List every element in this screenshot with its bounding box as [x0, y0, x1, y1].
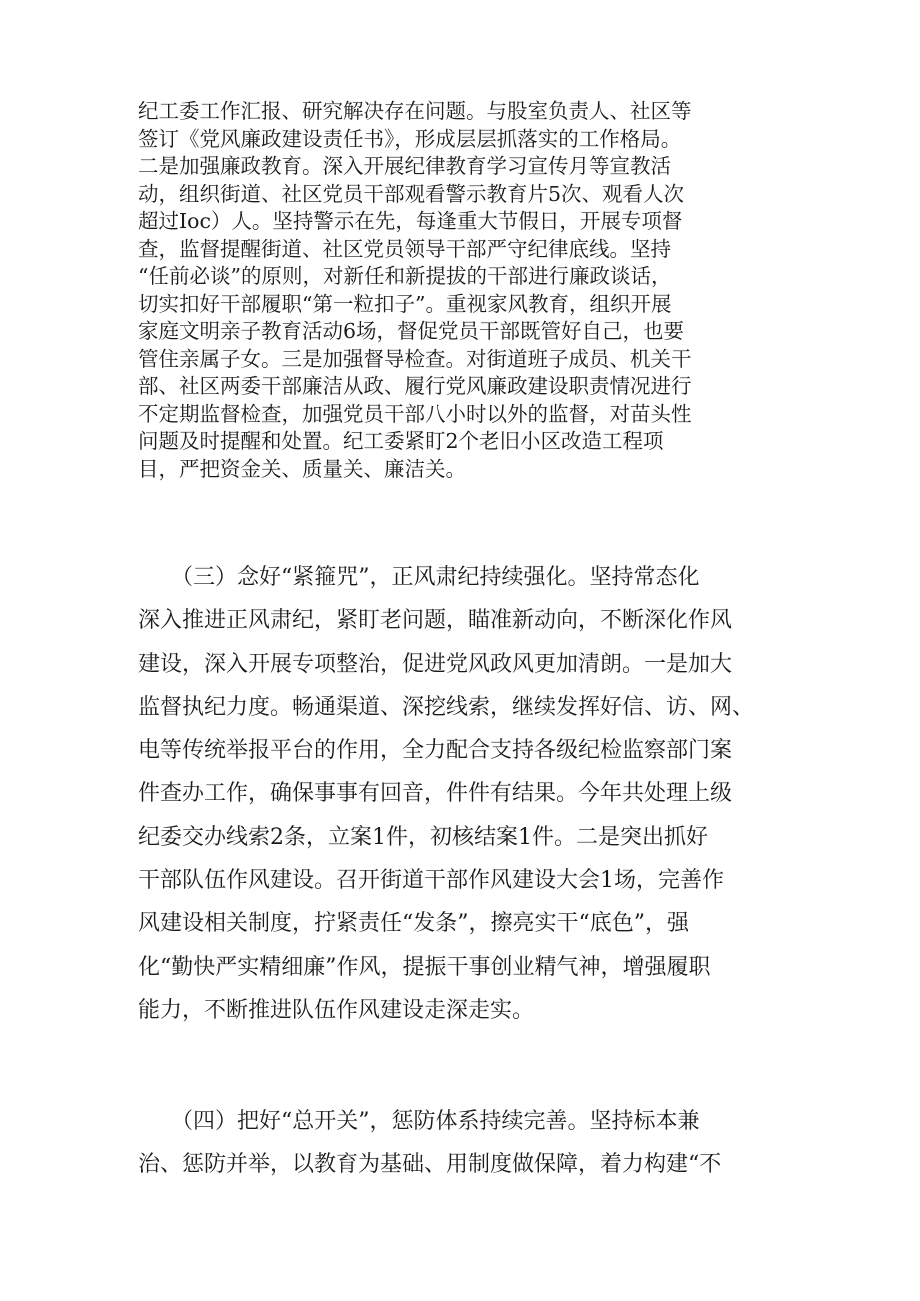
text-line: 不定期监督检查，加强党员干部八小时以外的监督，对苗头性	[138, 401, 692, 426]
text-line: （四）把好“总开关”，惩防体系持续完善。坚持标本兼	[138, 1109, 700, 1134]
text-line: 签订《党风廉政建设责任书》，形成层层抓落实的工作格局。	[138, 126, 682, 151]
text-line: 目，严把资金关、质量关、廉洁关。	[138, 456, 466, 481]
text-line: 管住亲属子女。三是加强督导检查。对街道班子成员、机关干	[138, 346, 692, 371]
text-line: 治、惩防并举，以教育为基础、用制度做保障，着力构建“不	[138, 1152, 722, 1178]
text-line: 切实扣好干部履职“第一粒扣子”。重视家风教育，组织开展	[138, 291, 672, 316]
text-line: 家庭文明亲子教育活动6场，督促党员干部既管好自己，也要	[138, 319, 685, 343]
text-line: 超过Ioc）人。坚持警示在先，每逢重大节假日，开展专项督	[138, 209, 683, 233]
text-line: 动，组织街道、社区党员干部观看警示教育片5次、观看人次	[138, 181, 685, 206]
text-line: 纪工委工作汇报、研究解决存在问题。与股室负责人、社区等	[138, 99, 692, 123]
text-line: 深入推进正风肃纪，紧盯老问题，瞄准新动向，不断深化作风	[138, 608, 733, 634]
text-line: 部、社区两委干部廉洁从政、履行党风廉政建设职责情况进行	[138, 374, 692, 398]
text-line: （三）念好“紧箍咒”，正风肃纪持续强化。坚持常态化	[138, 565, 700, 590]
text-line: 监督执纪力度。畅通渠道、深挖线索，继续发挥好信、访、网、	[138, 694, 755, 720]
text-line: 能力，不断推进队伍作风建设走深走实。	[138, 997, 535, 1023]
text-line: 电等传统举报平台的作用，全力配合支持各级纪检监察部门案	[138, 738, 733, 764]
text-line: 风建设相关制度，拧紧责任“发条”，擦亮实干“底色”，强	[138, 911, 689, 937]
section-4-paragraph	[138, 1100, 798, 1187]
text-line: 建设，深入开展专项整治，促进党风政风更加清朗。一是加大	[138, 651, 733, 677]
top-paragraph-continuation	[138, 98, 798, 483]
text-line: 问题及时提醒和处置。纪工委紧盯2个老旧小区改造工程项	[138, 429, 664, 453]
text-line: 查，监督提醒街道、社区党员领导干部严守纪律底线。坚持	[138, 236, 671, 261]
section-3-paragraph	[138, 556, 798, 1032]
text-line: 化“勤快严实精细廉”作风，提振干事创业精气神，增强履职	[138, 954, 711, 980]
text-line: 二是加强廉政教育。深入开展纪律教育学习宣传月等宣教活	[138, 154, 671, 178]
text-line: 件查办工作，确保事事有回音，件件有结果。今年共处理上级	[138, 781, 733, 807]
text-line: 纪委交办线索2条，立案1件，初核结案1件。二是突出抓好	[138, 824, 708, 850]
text-line: 干部队伍作风建设。召开街道干部作风建设大会1场，完善作	[138, 868, 724, 894]
text-line: “任前必谈”的原则，对新任和新提拔的干部进行廉政谈话，	[138, 264, 672, 288]
